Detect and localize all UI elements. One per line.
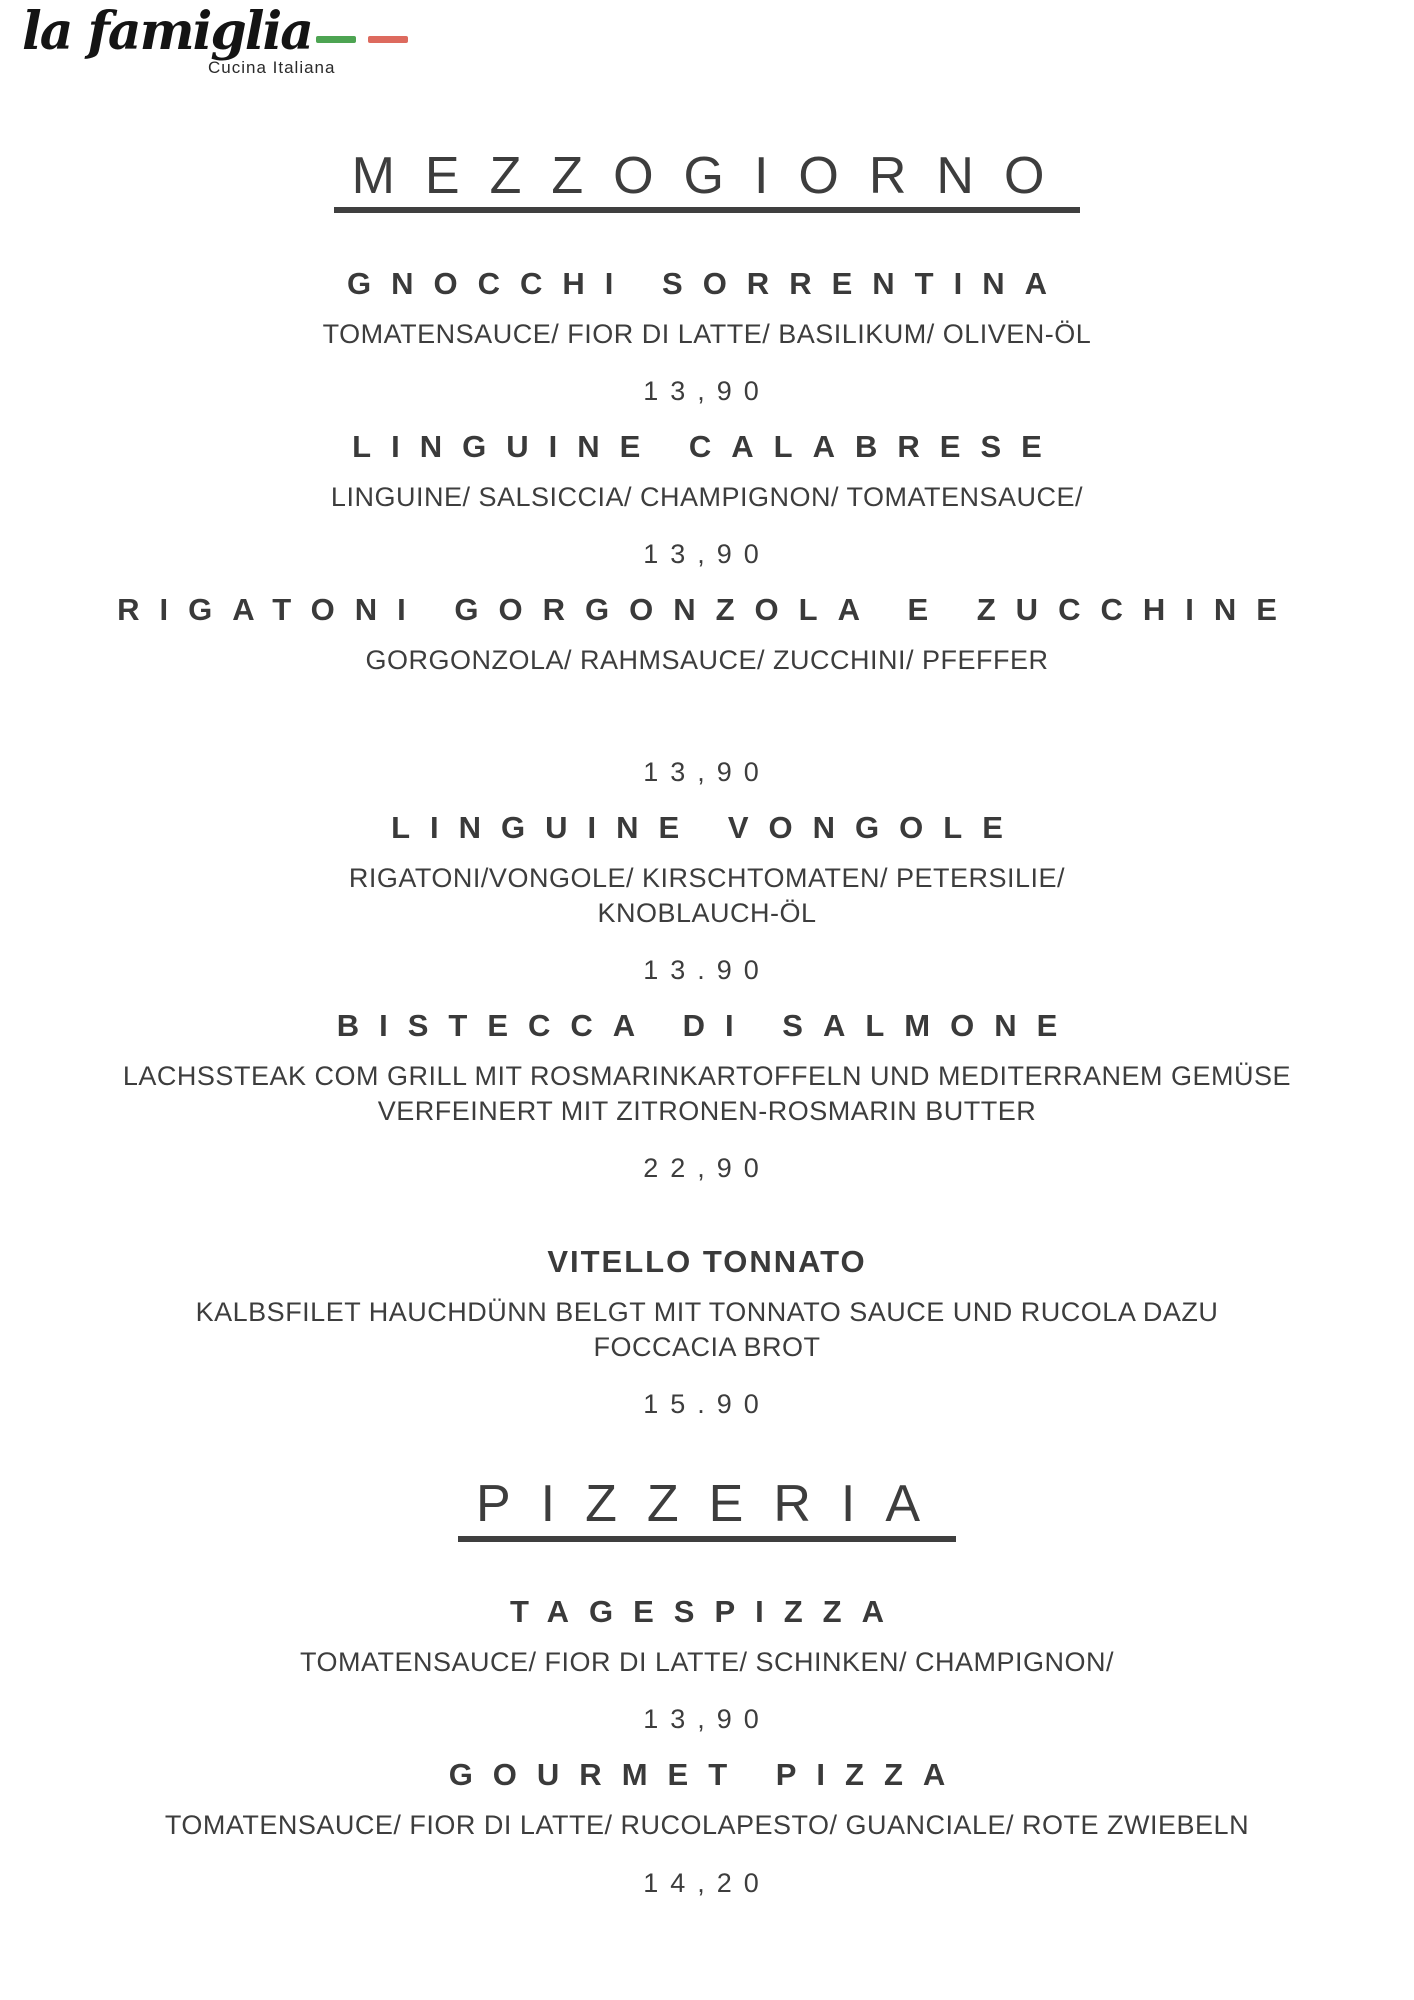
item-name: LINGUINE CALABRESE [352, 429, 1062, 465]
item-description: LINGUINE/ SALSICCIA/ CHAMPIGNON/ TOMATENSAUCE/ [330, 482, 1084, 513]
item-description-line: LACHSSTEAK COM GRILL MIT ROSMARINKARTOFFELN UND MEDITERRANEM GEMÜSE [122, 1060, 1292, 1091]
section-title-wrap [0, 1442, 1414, 1576]
item-price: 13,90 [643, 376, 771, 407]
item-name: GNOCCHI SORRENTINA [347, 266, 1067, 302]
menu-item-bistecca-di-salmone [0, 1008, 1414, 1184]
item-price: 15.90 [643, 1389, 771, 1420]
item-price: 13,90 [643, 756, 771, 787]
item-name: LINGUINE VONGOLE [391, 809, 1023, 845]
logo-header [0, 0, 442, 92]
item-name: GOURMET PIZZA [448, 1757, 966, 1793]
logo-tagline: Cucina Italiana [208, 58, 336, 77]
menu-item-linguine-calabrese [0, 429, 1414, 570]
item-description-line: RIGATONI/VONGOLE/ KIRSCHTOMATEN/ PETERSILIE/ [348, 862, 1066, 893]
item-description [0, 1059, 1414, 1129]
item-price: 22,90 [643, 1152, 771, 1183]
flag-dash-red-icon [368, 36, 408, 43]
item-description: GORGONZOLA/ RAHMSAUCE/ ZUCCHINI/ PFEFFER [365, 645, 1049, 676]
section-pizzeria [0, 1442, 1414, 1898]
item-name: VITELLO TONNATO [547, 1243, 867, 1279]
item-description-line: FOCCACIA BROT [593, 1332, 821, 1362]
restaurant-logo [22, 1, 442, 62]
item-price: 13,90 [643, 1704, 771, 1735]
item-price: 14,20 [643, 1867, 771, 1898]
section-mezzogiorno [0, 114, 1414, 1420]
item-description: TOMATENSAUCE/ FIOR DI LATTE/ BASILIKUM/ OLIVEN-ÖL [322, 319, 1092, 350]
menu-page [0, 92, 1414, 1899]
item-price: 13.90 [643, 954, 771, 985]
item-name: BISTECCA DI SALMONE [336, 1007, 1078, 1043]
menu-item-gourmet-pizza [0, 1757, 1414, 1898]
item-description-line: KNOBLAUCH-ÖL [597, 897, 817, 928]
menu-item-gnocchi-sorrentina [0, 266, 1414, 407]
section-title-wrap [0, 114, 1414, 248]
menu-item-tagespizza [0, 1594, 1414, 1735]
menu-item-rigatoni-gorgonzola [0, 592, 1414, 787]
item-description-line: KALBSFILET HAUCHDÜNN BELGT MIT TONNATO SAUCE UND RUCOLA DAZU [195, 1296, 1219, 1327]
flag-dash-green-icon [316, 36, 356, 43]
item-description [0, 1295, 1414, 1365]
item-description: TOMATENSAUCE/ FIOR DI LATTE/ SCHINKEN/ CHAMPIGNON/ [299, 1647, 1115, 1678]
italian-flag-dashes [316, 36, 408, 54]
item-description: TOMATENSAUCE/ FIOR DI LATTE/ RUCOLAPESTO/ GUANCIALE/ ROTE ZWIEBELN [164, 1810, 1250, 1841]
item-price: 13,90 [643, 539, 771, 570]
menu-item-vitello-tonnato [0, 1244, 1414, 1420]
logo-wordmark: la famiglia [22, 1, 312, 62]
section-title-pizzeria: PIZZERIA [458, 1477, 956, 1542]
item-name: TAGESPIZZA [509, 1594, 905, 1630]
item-description-line: VERFEINERT MIT ZITRONEN-ROSMARIN BUTTER [377, 1095, 1037, 1126]
item-name: RIGATONI GORGONZOLA E ZUCCHINE [117, 592, 1297, 628]
item-description [0, 861, 1414, 931]
section-title-mezzogiorno: MEZZOGIORNO [334, 149, 1081, 214]
menu-item-linguine-vongole [0, 810, 1414, 986]
